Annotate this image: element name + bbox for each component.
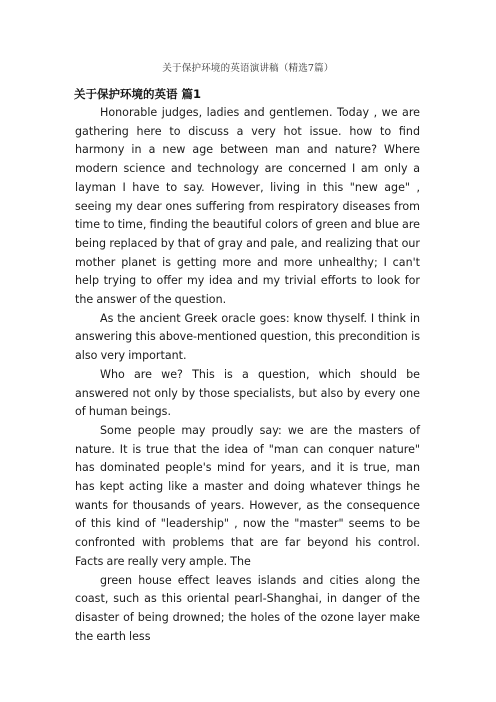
paragraph: Honorable judges, ladies and gentlemen. Today , we are gathering here to discuss a very hot issue. how to find harmony in a new age between man and nature? Where modern science and technology are concerned I am only a layman I have to say. However, living in this "new age" , seeing my dear ones suffering from respiratory diseases from time to time, finding the beautiful colors of green and blue are being replaced by that of gray and pale, and realizing that our mother planet is getting more and more unhealthy; I can't help trying to offer my idea and my trivial efforts to look for the answer of the question. — [75, 106, 420, 307]
paragraph: green house effect leaves islands and cities along the coast, such as this oriental pearl-Shanghai, in danger of the disaster of being drowned; the holes of the ozone layer make the earth less — [75, 573, 420, 643]
body-text — [75, 104, 420, 646]
paragraph: Some people may proudly say: we are the masters of nature. It is true that the idea of "man can conquer nature" has dominated people's mind for years, and it is true, man has kept acting like a master and doing whatever things he wants for thousands of years. However, as the consequence of this kind of "leadership" , now the "master" seems to be confronted with problems that are far beyond his control. Facts are really very ample. The — [75, 423, 420, 568]
section-title: 关于保护环境的英语 篇1 — [74, 87, 202, 101]
paragraph: Who are we? This is a question, which should be answered not only by those specialists, but also by every one of human beings. — [75, 367, 420, 419]
paragraph: As the ancient Greek oracle goes: know thyself. I think in answering this above-mentioned question, this precondition is also very important. — [75, 311, 420, 363]
running-header: 关于保护环境的英语演讲稿（精选7篇） — [162, 63, 334, 74]
